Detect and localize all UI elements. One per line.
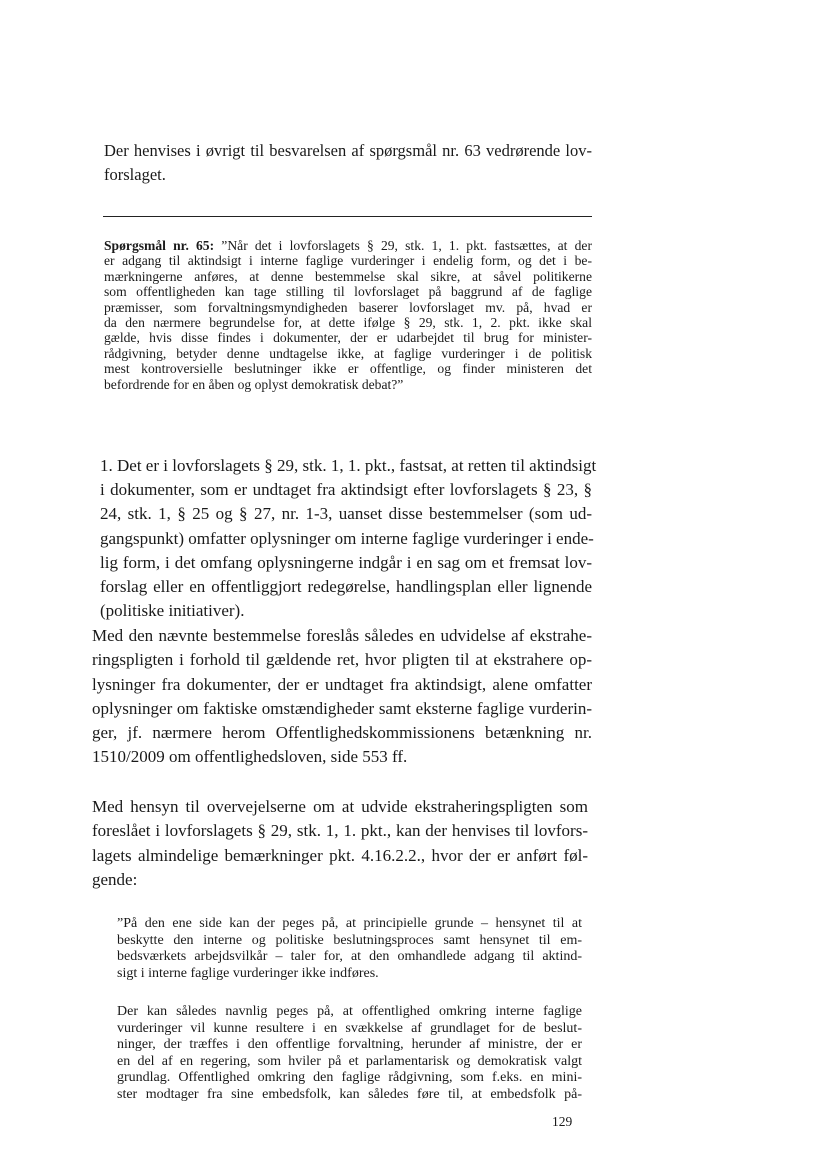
quote-line: ninger, der træffes i den offentlige forvaltning, herunder af ministre, der er <box>117 1037 582 1053</box>
answer-line: forslag eller en offentliggjort redegørelse, handlingsplan eller lignende <box>100 577 592 597</box>
intro-line: forslaget. <box>104 165 166 184</box>
answer-line: 24, stk. 1, § 25 og § 27, nr. 1-3, uanset disse bestemmelser (som ud- <box>100 504 592 524</box>
intro-paragraph <box>104 139 592 187</box>
body-line: Med den nævnte bestemmelse foreslås således en udvidelse af ekstrahe- <box>92 626 592 645</box>
question-block <box>104 238 592 392</box>
quote-line: vurderinger vil kunne resultere i en svækkelse af grundlaget for de beslut- <box>117 1020 582 1036</box>
question-line: rådgivning, betyder denne undtagelse ikke, at faglige vurderinger i de politisk <box>104 345 592 361</box>
answer-line: i dokumenter, som er undtaget fra aktindsigt efter lovforslagets § 23, § <box>100 480 592 500</box>
body-line: ger, jf. nærmere herom Offentlighedskommissionens betænkning nr. <box>92 723 592 743</box>
answer-line: 1. Det er i lovforslagets § 29, stk. 1, 1. pkt., fastsat, at retten til aktindsigt <box>100 456 597 475</box>
body-line: 1510/2009 om offentlighedsloven, side 553 ff. <box>92 747 408 767</box>
question-line <box>104 238 592 253</box>
question-line: mest kontroversielle beslutninger ikke er offentlige, og finder ministeren det <box>104 361 592 377</box>
quote-line: grundlag. Offentlighed omkring den faglige rådgivning, som f.eks. en mini- <box>117 1070 582 1086</box>
question-line: gælde, hvis disse findes i dokumenter, der er udarbejdet til brug for minister- <box>104 330 592 346</box>
intro-line: Der henvises i øvrigt til besvarelsen af spørgsmål nr. 63 vedrørende lov- <box>104 141 592 160</box>
question-text: ”Når det i lovforslagets § 29, stk. 1, 1. pkt. fastsættes, at der <box>214 238 592 253</box>
body-paragraph <box>92 795 588 893</box>
quote-line: ster modtager fra sine embedsfolk, kan således føre til, at embedsfolk på- <box>117 1086 582 1102</box>
page-number: 129 <box>552 1114 573 1129</box>
body-paragraph <box>92 624 592 770</box>
body-line: foreslået i lovforslagets § 29, stk. 1, 1. pkt., kan der henvises til lovfors- <box>92 821 588 841</box>
question-line: befordrende for en åben og oplyst demokratisk debat?” <box>104 376 404 392</box>
quote-line: sigt i interne faglige vurderinger ikke indføres. <box>117 965 379 981</box>
horizontal-rule <box>103 216 592 217</box>
body-line: ringspligten i forhold til gældende ret, hvor pligten til at ekstrahere op- <box>92 650 592 670</box>
body-line: oplysninger om faktiske omstændigheder samt eksterne faglige vurderin- <box>92 698 592 718</box>
block-quote <box>117 1004 582 1104</box>
answer-line: gangspunkt) omfatter oplysninger om interne faglige vurderinger i ende- <box>100 528 594 548</box>
quote-line: bedsværkets arbejdsvilkår – taler for, at den omhandlede adgang til aktind- <box>117 949 582 965</box>
body-line: gende: <box>92 870 138 890</box>
quote-line: beskytte den interne og politiske beslutningsproces samt hensynet til em- <box>117 932 582 948</box>
block-quote <box>117 916 582 982</box>
quote-line: ”På den ene side kan der peges på, at principielle grunde – hensynet til at <box>117 916 582 931</box>
question-label: Spørgsmål nr. 65: <box>104 238 215 253</box>
answer-line: (politiske initiativer). <box>100 601 245 621</box>
body-line: Med hensyn til overvejelserne om at udvide ekstraheringspligten som <box>92 797 588 816</box>
answer-line: lig form, i det omfang oplysningerne indgår i en sag om et fremsat lov- <box>100 552 592 572</box>
question-line: da den nærmere begrundelse for, at dette ifølge § 29, stk. 1, 2. pkt. ikke skal <box>104 315 592 331</box>
body-line: lagets almindelige bemærkninger pkt. 4.16.2.2., hvor der er anført føl- <box>92 845 588 865</box>
question-line: er adgang til aktindsigt i interne faglige vurderinger i endelig form, og det i be- <box>104 253 592 269</box>
answer-paragraph <box>100 454 597 623</box>
body-line: lysninger fra dokumenter, der er undtaget fra aktindsigt, alene omfatter <box>92 674 592 694</box>
question-line: mærkningerne anføres, at denne bestemmelse skal sikre, at såvel politikerne <box>104 268 592 284</box>
quote-line: en del af en regering, som hviler på et parlamentarisk og demokratisk valgt <box>117 1053 582 1069</box>
quote-line: Der kan således navnlig peges på, at offentlighed omkring interne faglige <box>117 1004 582 1019</box>
question-line: præmisser, som forvaltningsmyndigheden baserer lovforslaget mv. på, hvad er <box>104 299 592 315</box>
question-line: som offentligheden kan tage stilling til lovforslaget på baggrund af de faglige <box>104 284 592 300</box>
